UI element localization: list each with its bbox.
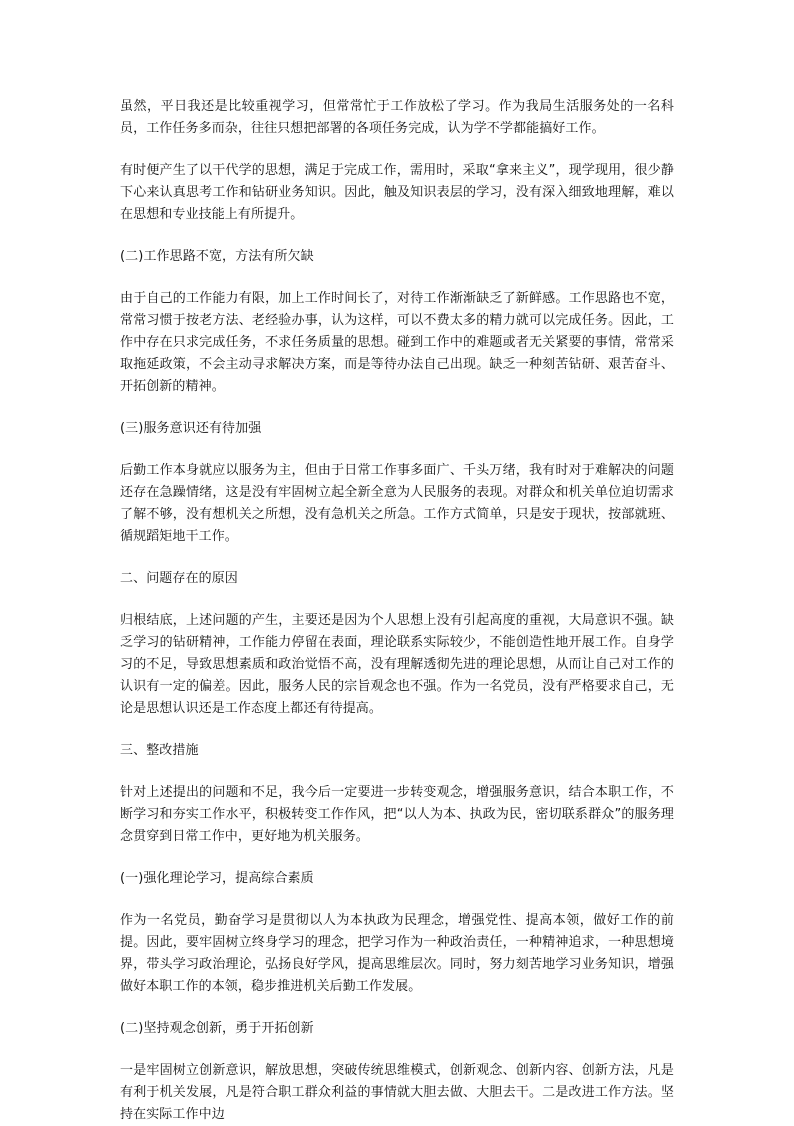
section-heading: (二)工作思路不宽，方法有所欠缺 (120, 249, 314, 264)
body-paragraph: 后勤工作本身就应以服务为主，但由于日常工作事多面广、千头万绪，我有时对于难解决的问题还存在急躁情绪，这是没有牢固树立起全新全意为人民服务的表现。对群众和机关单位迫切需求了解不够，没有想机关之所想，没有急机关之所急。工作方式简单，只是安于现状，按部就班、循规蹈矩地干工作。 (120, 463, 674, 544)
section-heading: (三)服务意识还有待加强 (120, 421, 262, 436)
body-paragraph: 归根结底，上述问题的产生，主要还是因为个人思想上没有引起高度的重视，大局意识不强。缺乏学习的钻研精神，工作能力停留在表面，理论联系实际较少，不能创造性地开展工作。自身学习的不足，导致思想素质和政治觉悟不高，没有理解透彻先进的理论思想，从而让自己对工作的认识有一定的偏差。因此，服务人民的宗旨观念也不强。作为一名党员，没有严格要求自己，无论是思想认识还是工作态度上都还有待提高。 (120, 613, 674, 716)
body-paragraph: 针对上述提出的问题和不足，我今后一定要进一步转变观念，增强服务意识，结合本职工作，不断学习和夯实工作水平，积极转变工作作风，把“以人为本、执政为民，密切联系群众”的服务理念贯穿到日常工作中，更好地为机关服务。 (120, 785, 674, 844)
body-paragraph: 有时便产生了以干代学的思想，满足于完成工作，需用时，采取“拿来主义”，现学现用，很少静下心来认真思考工作和钻研业务知识。因此，触及知识表层的学习，没有深入细致地理解，难以在思想和专业技能上有所提升。 (120, 163, 674, 222)
section-heading: 二、问题存在的原因 (120, 571, 238, 586)
document-page (120, 96, 674, 1126)
body-paragraph: 一是牢固树立创新意识，解放思想，突破传统思维模式，创新观念、创新内容、创新方法，凡是有利于机关发展，凡是符合职工群众利益的事情就大胆去做、大胆去干。二是改进工作方法。坚持在实际工作中边 (120, 1063, 674, 1122)
section-heading: (二)坚持观念创新，勇于开拓创新 (120, 1021, 314, 1036)
body-paragraph: 虽然，平日我还是比较重视学习，但常常忙于工作放松了学习。作为我局生活服务处的一名科员，工作任务多而杂，往往只想把部署的各项任务完成，认为学不学都能搞好工作。 (120, 99, 674, 136)
body-paragraph: 由于自己的工作能力有限，加上工作时间长了，对待工作渐渐缺乏了新鲜感。工作思路也不宽，常常习惯于按老方法、老经验办事，认为这样，可以不费太多的精力就可以完成任务。因此，工作中存在只求完成任务，不求任务质量的思想。碰到工作中的难题或者无关紧要的事情，常常采取拖延政策，不会主动寻求解决方案，而是等待办法自己出现。缺乏一种刻苦钻研、艰苦奋斗、开拓创新的精神。 (120, 291, 674, 394)
section-heading: 三、整改措施 (120, 743, 199, 758)
body-paragraph: 作为一名党员，勤奋学习是贯彻以人为本执政为民理念，增强党性、提高本领，做好工作的前提。因此，要牢固树立终身学习的理念，把学习作为一种政治责任，一种精神追求，一种思想境界，带头学习政治理论，弘扬良好学风，提高思维层次。同时，努力刻苦地学习业务知识，增强做好本职工作的本领，稳步推进机关后勤工作发展。 (120, 913, 674, 994)
section-heading: (一)强化理论学习，提高综合素质 (120, 871, 314, 886)
